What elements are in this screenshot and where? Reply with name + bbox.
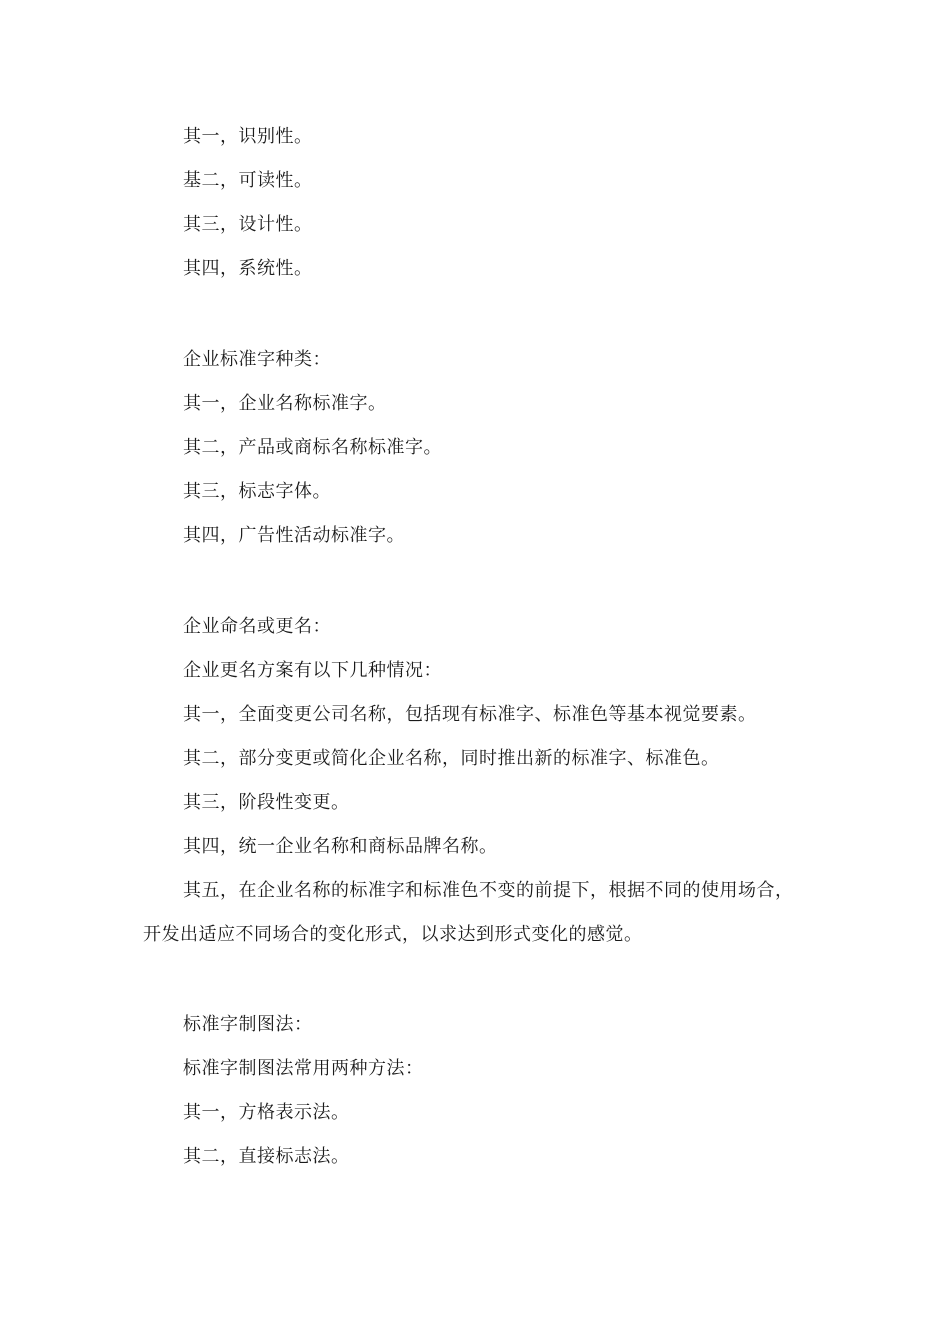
naming-item-5-line-2: 开发出适应不同场合的变化形式，以求达到形式变化的感觉。 [143, 924, 643, 945]
naming-item-4: 其四，统一企业名称和商标品牌名称。 [183, 836, 498, 857]
types-item-2: 其二，产品或商标名称标准字。 [183, 437, 442, 458]
naming-item-5-line-1: 其五，在企业名称的标准字和标准色不变的前提下，根据不同的使用场合， [183, 880, 794, 901]
types-heading: 企业标准字种类： [183, 349, 331, 370]
drawing-intro: 标准字制图法常用两种方法： [183, 1058, 424, 1079]
naming-item-3: 其三，阶段性变更。 [183, 792, 350, 813]
feature-item-3: 其三，设计性。 [183, 214, 313, 235]
naming-item-1: 其一，全面变更公司名称，包括现有标准字、标准色等基本视觉要素。 [183, 704, 757, 725]
naming-heading: 企业命名或更名： [183, 616, 331, 637]
drawing-item-1: 其一，方格表示法。 [183, 1102, 350, 1123]
naming-item-2: 其二，部分变更或简化企业名称，同时推出新的标准字、标准色。 [183, 748, 720, 769]
feature-item-1: 其一，识别性。 [183, 126, 313, 147]
drawing-item-2: 其二，直接标志法。 [183, 1146, 350, 1167]
naming-intro: 企业更名方案有以下几种情况： [183, 660, 442, 681]
drawing-heading: 标准字制图法： [183, 1014, 313, 1035]
types-item-4: 其四，广告性活动标准字。 [183, 525, 405, 546]
types-item-1: 其一，企业名称标准字。 [183, 393, 387, 414]
types-item-3: 其三，标志字体。 [183, 481, 331, 502]
feature-item-2: 基二，可读性。 [183, 170, 313, 191]
feature-item-4: 其四，系统性。 [183, 258, 313, 279]
